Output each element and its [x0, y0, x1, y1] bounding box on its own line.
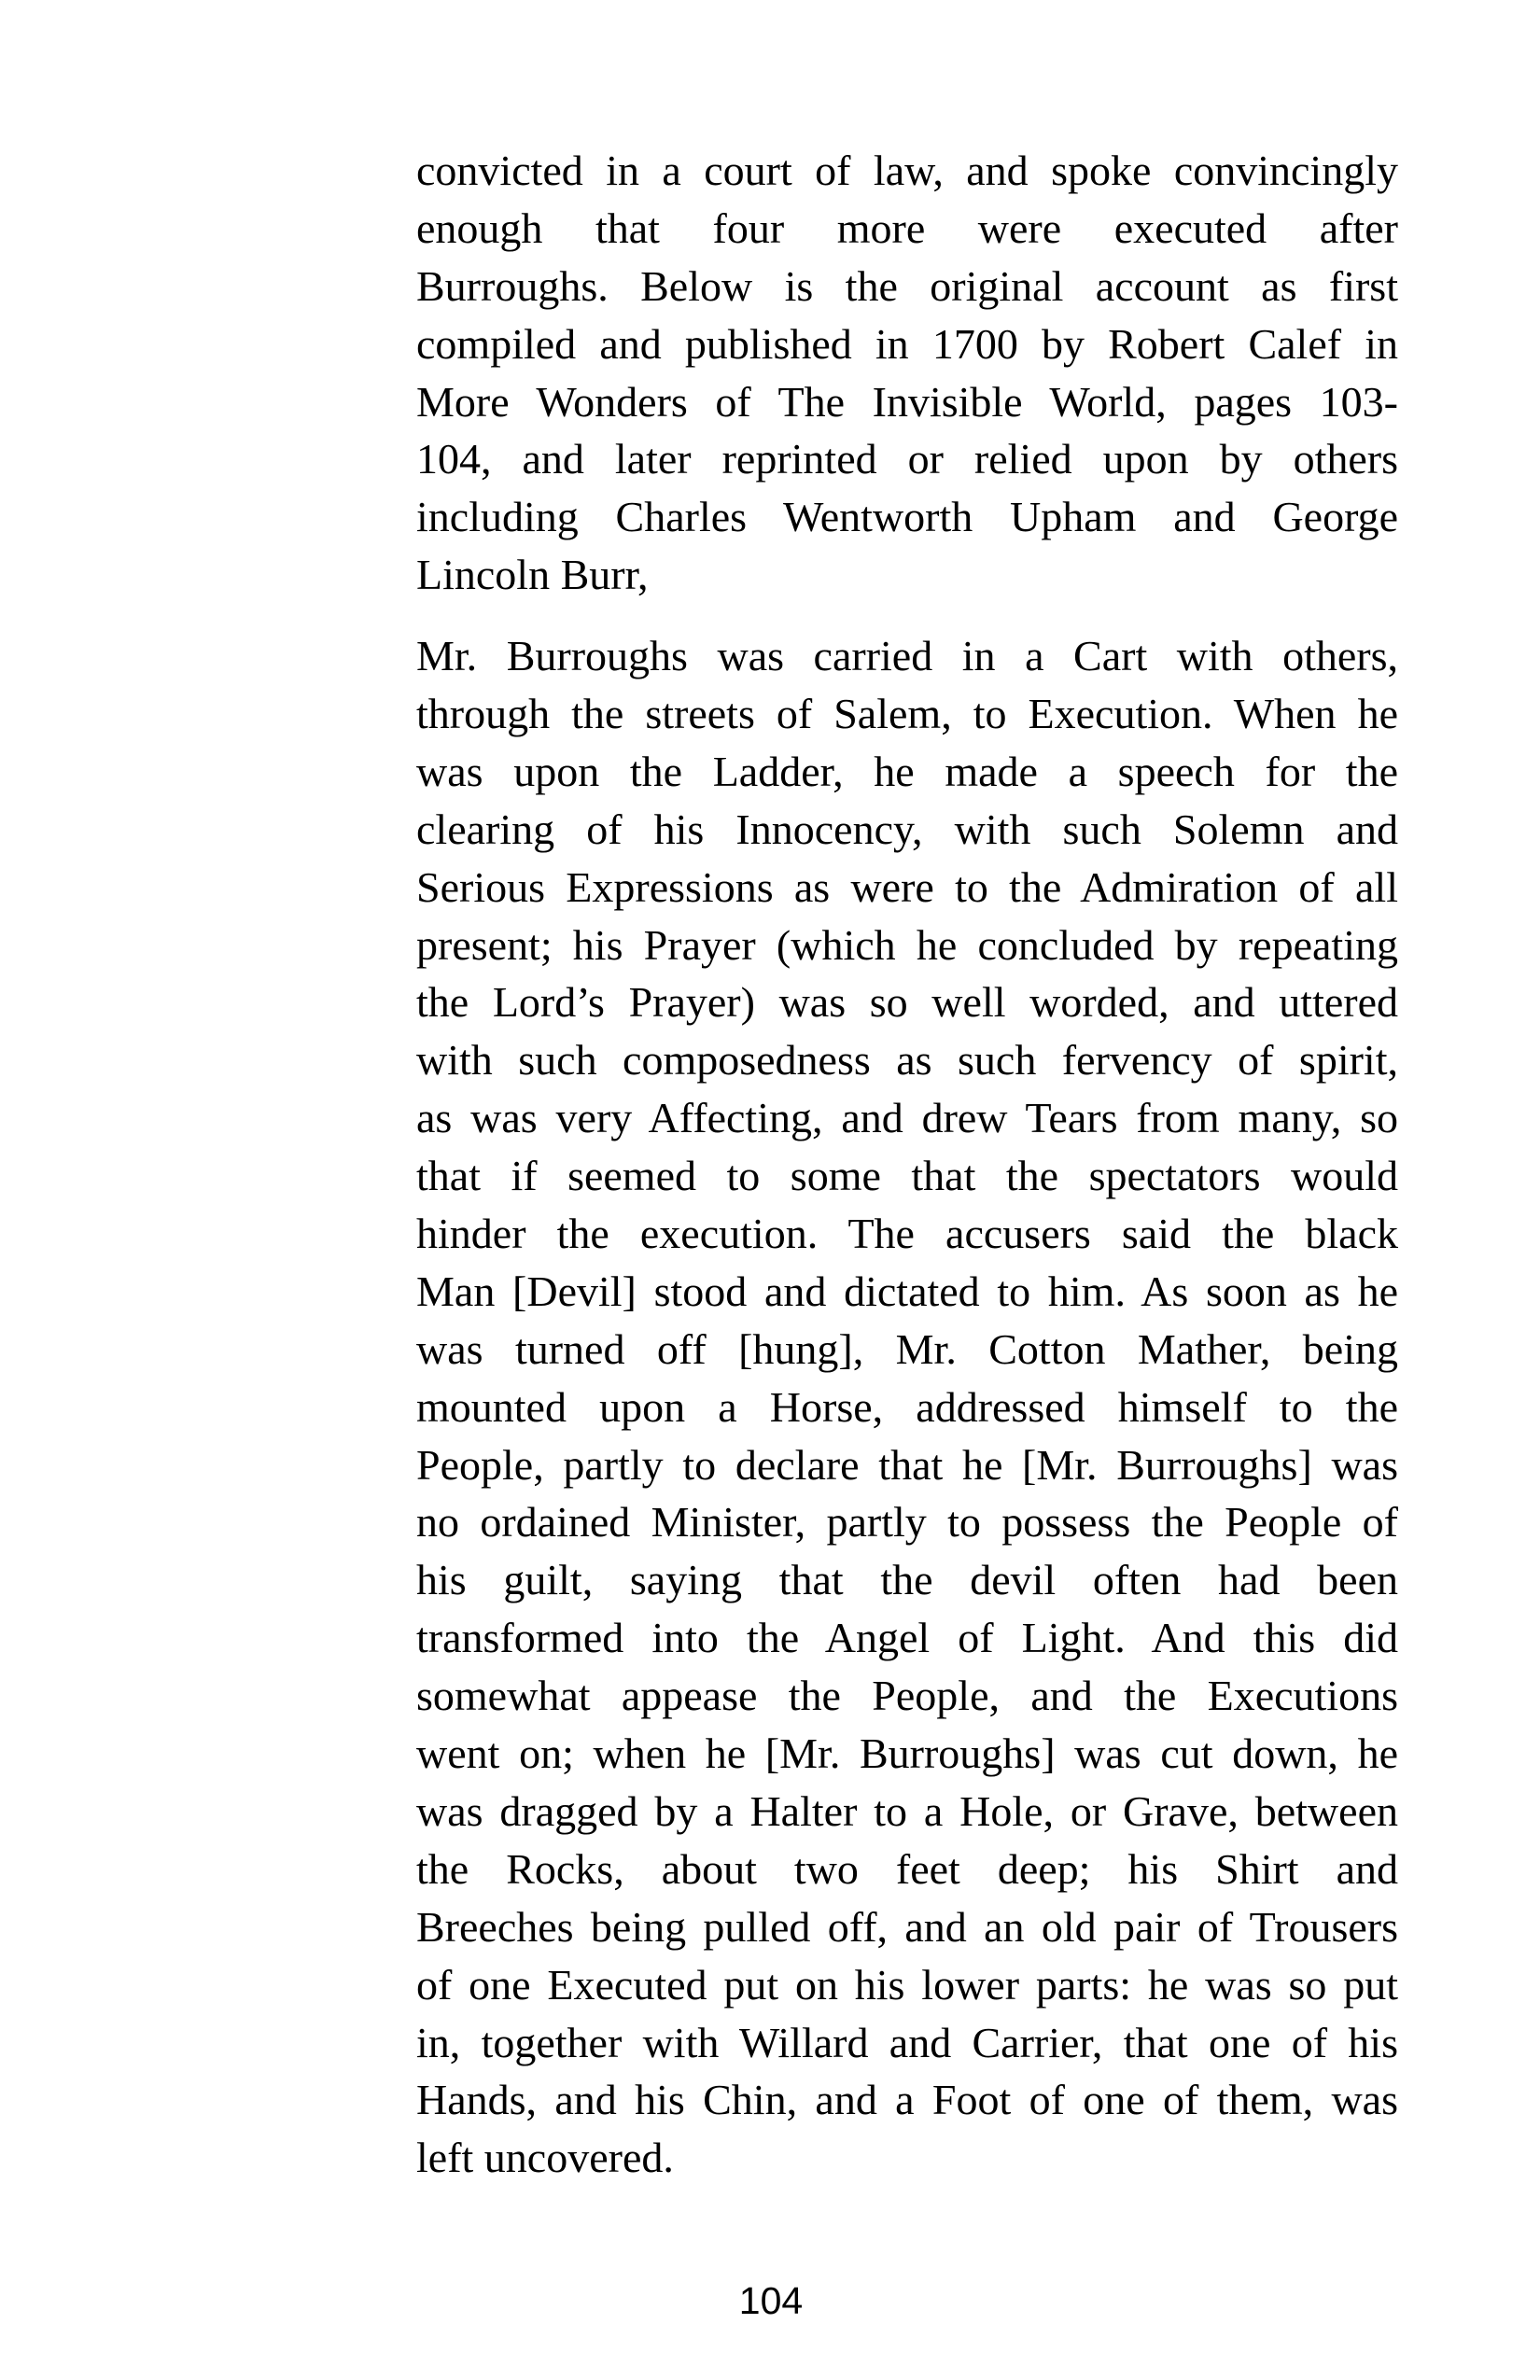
text-line: Lincoln Burr, — [416, 551, 649, 599]
text-line: through the streets of Salem, to Execution. When he — [416, 690, 1398, 738]
text-line: that if seemed to some that the spectators would — [416, 1152, 1398, 1200]
text-line: Man [Devil] stood and dictated to him. As soon as he — [416, 1267, 1398, 1315]
text-line: present; his Prayer (which he concluded by repeating — [416, 920, 1398, 969]
text-line: as was very Affecting, and drew Tears from many, so — [416, 1094, 1398, 1142]
text-line: somewhat appease the People, and the Executions — [416, 1672, 1398, 1720]
paragraph-intro — [416, 142, 1398, 604]
text-line: enough that four more were executed after — [416, 203, 1398, 252]
text-line: mounted upon a Horse, addressed himself to the — [416, 1382, 1398, 1431]
text-line: was upon the Ladder, he made a speech for the — [416, 747, 1398, 795]
text-line: Breeches being pulled off, and an old pair of Trousers — [416, 1902, 1398, 1951]
text-line: his guilt, saying that the devil often had been — [416, 1556, 1398, 1604]
body-text — [416, 142, 1398, 2187]
text-line: in, together with Willard and Carrier, that one of his — [416, 2018, 1398, 2066]
text-line: of one Executed put on his lower parts: he was so put — [416, 1960, 1398, 2009]
text-line: no ordained Minister, partly to possess the People of — [416, 1498, 1398, 1547]
text-line: Burroughs. Below is the original account as first — [416, 261, 1398, 310]
text-line: including Charles Wentworth Upham and George — [416, 493, 1398, 541]
text-line: clearing of his Innocency, with such Solemn and — [416, 805, 1398, 853]
page-number: 104 — [738, 2279, 804, 2322]
text-line: compiled and published in 1700 by Robert Calef in — [416, 319, 1398, 368]
text-line: Hands, and his Chin, and a Foot of one of them, was — [416, 2076, 1398, 2124]
text-line: More Wonders of The Invisible World, pages 103- — [416, 377, 1398, 426]
text-line: transformed into the Angel of Light. And this did — [416, 1614, 1398, 1662]
text-line: the Lord’s Prayer) was so well worded, and uttered — [416, 978, 1398, 1027]
text-line: People, partly to declare that he [Mr. Burroughs] was — [416, 1440, 1398, 1489]
text-line: with such composedness as such fervency of spirit, — [416, 1036, 1398, 1085]
text-line: convicted in a court of law, and spoke convincingly — [416, 147, 1398, 194]
paragraph-calef-account — [416, 627, 1398, 2187]
text-line: the Rocks, about two feet deep; his Shirt and — [416, 1844, 1398, 1893]
text-line: Serious Expressions as were to the Admiration of all — [416, 862, 1398, 911]
text-line: was dragged by a Halter to a Hole, or Grave, between — [416, 1786, 1398, 1835]
text-line: left uncovered. — [416, 2134, 674, 2182]
text-line: Mr. Burroughs was carried in a Cart with others, — [416, 632, 1398, 680]
text-line: went on; when he [Mr. Burroughs] was cut down, he — [416, 1729, 1398, 1778]
text-line: was turned off [hung], Mr. Cotton Mather, being — [416, 1324, 1398, 1373]
text-line: 104, and later reprinted or relied upon by others — [416, 435, 1398, 483]
text-line: hinder the execution. The accusers said the black — [416, 1210, 1398, 1258]
